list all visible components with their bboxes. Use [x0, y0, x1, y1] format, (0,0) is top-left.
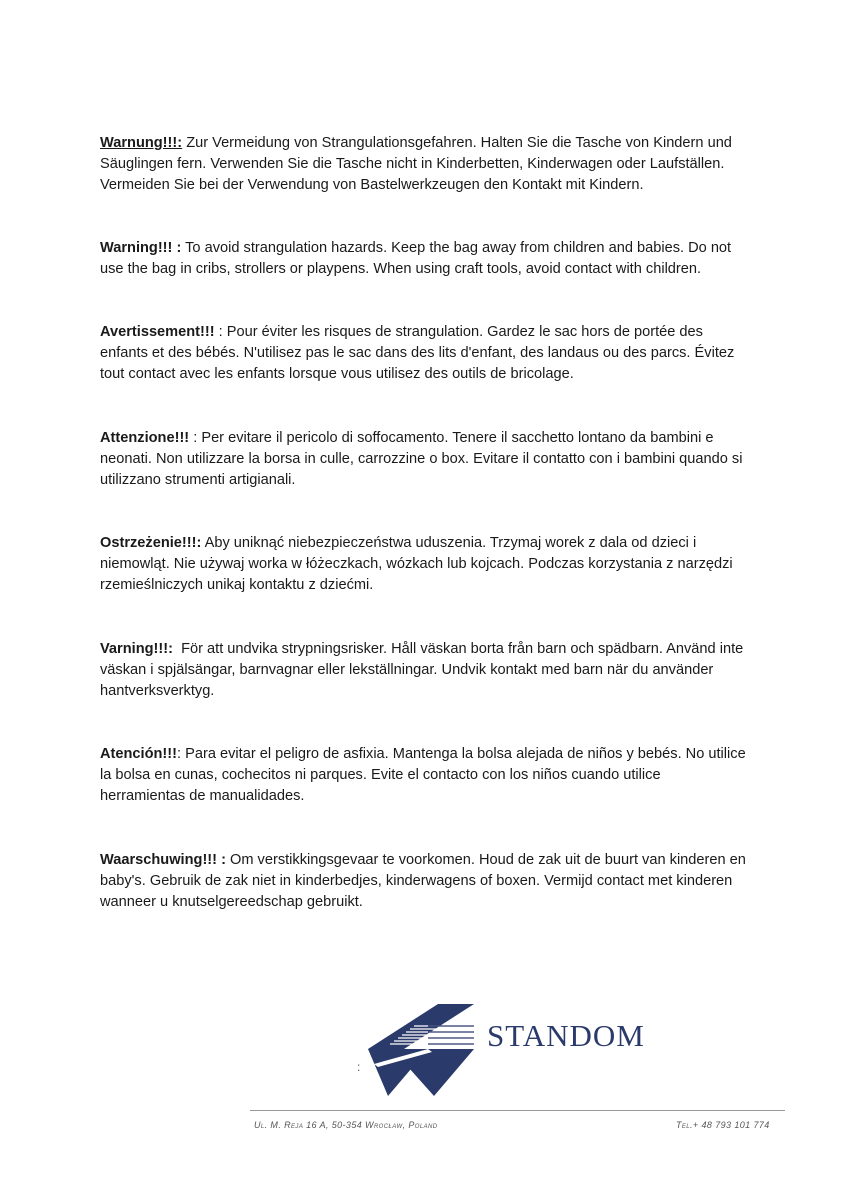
warning-text: Om verstikkingsgevaar te voorkomen. Houd de zak uit de buurt van kinderen en baby's. Gebruik de zak niet in kinderbedjes, kinderwagens of boxen. Vermijd contact met kinderen wanneer u knutselgereedschap gebruikt. — [100, 852, 746, 910]
warning-label: Waarschuwing!!! : — [100, 852, 226, 868]
warning-text: : Pour éviter les risques de strangulation. Gardez le sac hors de portée des enfants et des bébés. N'utilisez pas le sac dans des lits d'enfant, des landaus ou des parcs. Évitez tout contact avec les enfants lorsque vous utilisez des outils de bricolage. — [100, 324, 735, 382]
warning-dutch — [100, 850, 748, 913]
warning-label: Attenzione!!! — [100, 430, 190, 446]
warning-french — [100, 322, 748, 385]
warning-text: To avoid strangulation hazards. Keep the bag away from children and babies. Do not use the bag in cribs, strollers or playpens. When using craft tools, avoid contact with children. — [100, 240, 732, 277]
warning-text: : Para evitar el peligro de asfixia. Mantenga la bolsa alejada de niños y bebés. No utilice la bolsa en cunas, cochecitos ni parques. Evite el contacto con los niños cuando utilice herramientas de manualidades. — [100, 746, 746, 804]
warning-spanish — [100, 744, 748, 807]
warning-text: : Per evitare il pericolo di soffocamento. Tenere il sacchetto lontano da bambini e neonati. Non utilizzare la borsa in culle, carrozzine o box. Evitare il contatto con i bambini quando si utilizzano strumenti artigianali. — [100, 430, 743, 488]
warning-english — [100, 238, 748, 280]
warning-label: Atención!!! — [100, 746, 178, 762]
warning-italian — [100, 428, 748, 491]
warning-german — [100, 133, 748, 196]
standom-logo-icon — [368, 1004, 474, 1096]
warning-text: För att undvika strypningsrisker. Håll väskan borta från barn och spädbarn. Använd inte väskan i spjälsängar, barnvagnar eller lekställningar. Undvik kontakt med barn när du använder hantverksverktyg. — [100, 641, 748, 699]
brand-name: STANDOM — [487, 1018, 645, 1053]
company-phone: Tel.+ 48 793 101 774 — [676, 1120, 770, 1130]
warning-text: Aby uniknąć niebezpieczeństwa uduszenia. Trzymaj worek z dala od dzieci i niemowląt. Nie używaj worka w łóżeczkach, wózkach lub kojcach. Podczas korzystania z narzędzi rzemieślniczych unikaj kontaktu z dziećmi. — [100, 535, 733, 593]
warning-label: Avertissement!!! — [100, 324, 215, 340]
company-address: Ul. M. Reja 16 A, 50-354 Wrocław, Poland — [254, 1120, 438, 1130]
warning-swedish — [100, 639, 748, 702]
company-footer — [230, 990, 790, 1140]
warning-label: Warnung!!!: — [100, 135, 183, 151]
warning-polish — [100, 533, 748, 596]
stray-colon: : — [357, 1060, 361, 1074]
warning-label: Warning!!! : — [100, 240, 182, 256]
warning-text: Zur Vermeidung von Strangulationsgefahren. Halten Sie die Tasche von Kindern und Säuglingen fern. Verwenden Sie die Tasche nicht in Kinderbetten, Kinderwagen oder Laufställen. Vermeiden Sie bei der Verwendung von Bastelwerkzeugen den Kontakt mit Kindern. — [100, 135, 732, 193]
footer-divider — [250, 1110, 785, 1111]
warning-label: Varning!!!: — [100, 641, 173, 657]
warning-label: Ostrzeżenie!!!: — [100, 535, 202, 551]
